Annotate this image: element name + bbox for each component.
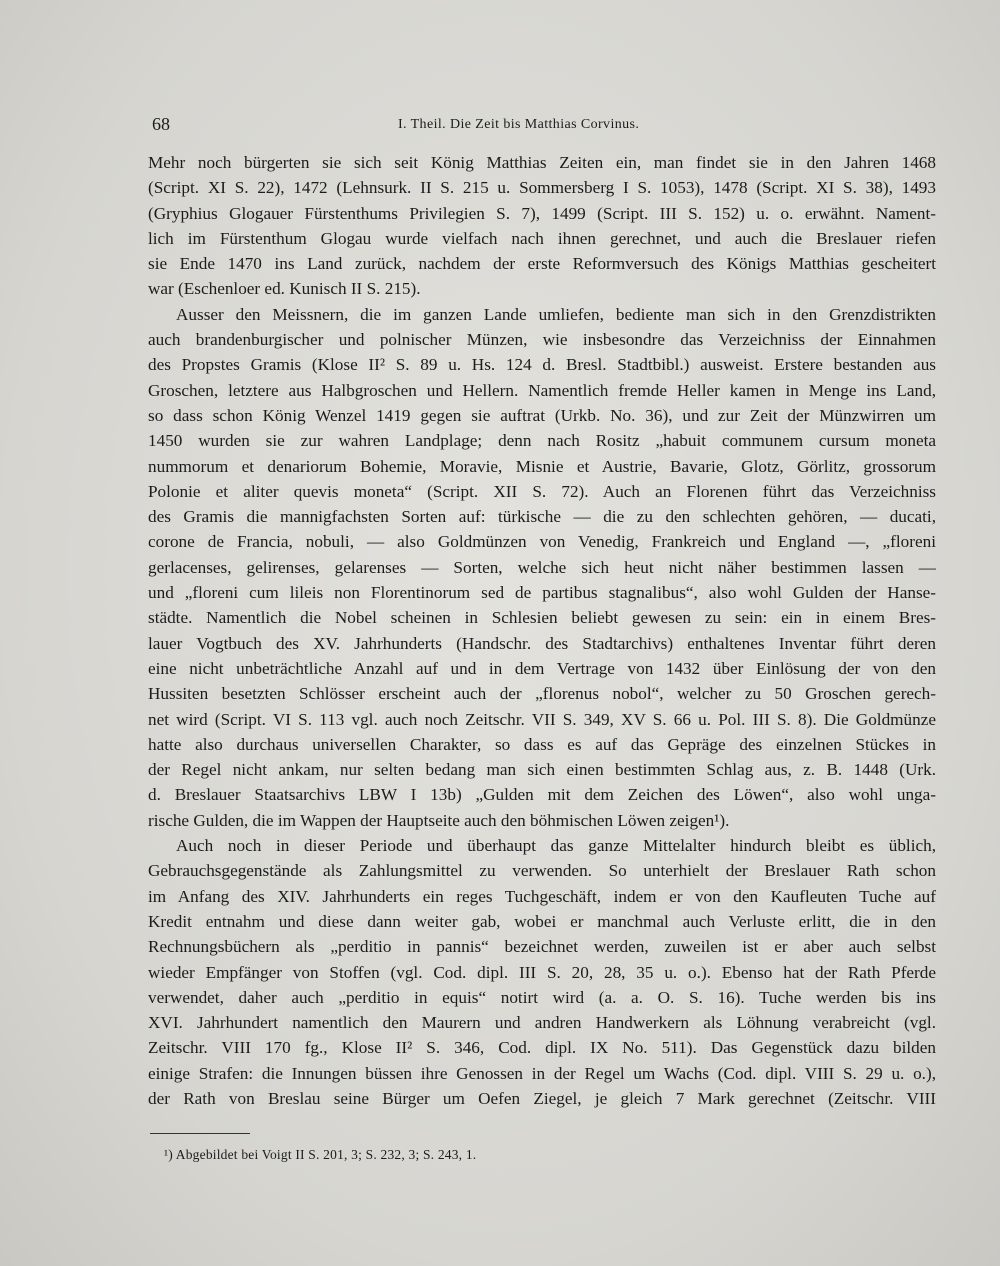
text-line: städte. Namentlich die Nobel scheinen in Schlesien beliebt gewesen zu sein: ein in einem Bres- (148, 608, 936, 628)
text-line: Mehr noch bürgerten sie sich seit König Matthias Zeiten ein, man findet sie in den Jahren 1468 (148, 153, 936, 172)
footnote-divider (150, 1133, 250, 1134)
text-line: gerlacenses, gelirenses, gelarenses — Sorten, welche sich heut nicht näher bestimmen lassen — (148, 557, 936, 577)
text-line: Kredit entnahm und diese dann weiter gab, wobei er manchmal auch Verluste erlitt, die in den (148, 911, 936, 931)
text-line: im Anfang des XIV. Jahrhunderts ein reges Tuchgeschäft, indem er von den Kaufleuten Tuche auf (148, 886, 936, 906)
text-line: d. Breslauer Staatsarchivs LBW I 13b) „Gulden mit dem Zeichen des Löwen“, also wohl unga- (148, 785, 936, 805)
text-line: rische Gulden, die im Wappen der Hauptseite auch den böhmischen Löwen zeigen¹). (148, 810, 730, 830)
text-line: Groschen, letztere aus Halbgroschen und Hellern. Namentlich fremde Heller kamen in Menge ins Land, (148, 380, 936, 400)
text-line: der Rath von Breslau seine Bürger um Oefen Ziegel, je gleich 7 Mark gerechnet (Zeitschr. VIII (148, 1088, 936, 1108)
text-line: corone de Francia, nobuli, — also Goldmünzen von Venedig, Frankreich und England —, „floreni (148, 532, 936, 552)
text-line: eine nicht unbeträchtliche Anzahl auf und in dem Vertrage von 1432 über Einlösung der von den (148, 658, 936, 678)
text-line: auch brandenburgischer und polnischer Münzen, wie insbesondre das Verzeichniss der Einnahmen (148, 330, 936, 350)
text-line: so dass schon König Wenzel 1419 gegen sie auftrat (Urkb. No. 36), und zur Zeit der Münzwirren um (148, 405, 936, 425)
page-number: 68 (152, 114, 170, 134)
body-text (148, 150, 936, 1111)
text-line: sie Ende 1470 ins Land zurück, nachdem der erste Reformversuch des Königs Matthias gescheitert (148, 254, 936, 274)
text-line: einige Strafen: die Innungen büssen ihre Genossen in der Regel um Wachs (Cod. dipl. VIII S. 29 u. o.), (148, 1063, 936, 1083)
page-header (150, 114, 940, 138)
text-line: Ausser den Meissnern, die im ganzen Lande umliefen, bediente man sich in den Grenzdistrikten (176, 304, 936, 324)
text-line: net wird (Script. VI S. 113 vgl. auch noch Zeitschr. VII S. 349, XV S. 66 u. Pol. III S. 8). Die Goldmünze (148, 709, 936, 729)
text-line: und „floreni cum lileis non Florentinorum sed de partibus stagnalibus“, also wohl Gulden der Hanse- (148, 583, 936, 603)
text-line: (Script. XI S. 22), 1472 (Lehnsurk. II S. 215 u. Sommersberg I S. 1053), 1478 (Script. XI S. 38), 1493 (148, 178, 936, 198)
text-line: XVI. Jahrhundert namentlich den Maurern und andren Handwerkern als Löhnung verabreicht (vgl. (148, 1013, 936, 1033)
text-line: (Gryphius Glogauer Fürstenthums Privilegien S. 7), 1499 (Script. III S. 152) u. o. erwähnt. Nament- (148, 203, 936, 223)
running-title: I. Theil. Die Zeit bis Matthias Corvinus. (398, 117, 640, 132)
text-line: der Regel nicht ankam, nur selten bedang man sich einen bestimmten Schlag aus, z. B. 1448 (Urk. (148, 760, 936, 780)
text-line: des Propstes Gramis (Klose II² S. 89 u. Hs. 124 d. Bresl. Stadtbibl.) ausweist. Erstere bestanden aus (148, 355, 936, 375)
text-line: Gebrauchsgegenstände als Zahlungsmittel zu verwenden. So unterhielt der Breslauer Rath schon (148, 861, 936, 881)
text-line: Polonie et aliter quevis moneta“ (Script. XII S. 72). Auch an Florenen führt das Verzeichniss (148, 481, 936, 501)
text-line: Rechnungsbüchern als „perditio in pannis“ bezeichnet werden, zuweilen ist er aber auch selbst (148, 937, 936, 957)
text-line: Hussiten besetzten Schlösser erscheint auch der „florenus nobol“, welcher zu 50 Groschen gerech- (148, 684, 936, 704)
text-line: hatte also durchaus universellen Charakter, so dass es auf das Gepräge des einzelnen Stückes in (148, 734, 936, 754)
text-line: war (Eschenloer ed. Kunisch II S. 215). (148, 279, 421, 299)
text-line: 1450 wurden sie zur wahren Landplage; denn nach Rositz „habuit communem cursum moneta (148, 431, 936, 451)
footnote: ¹) Abgebildet bei Voigt II S. 201, 3; S. 232, 3; S. 243, 1. (164, 1147, 477, 1162)
text-line: lauer Vogtbuch des XV. Jahrhunderts (Handschr. des Stadtarchivs) enthaltenes Inventar führt deren (148, 633, 936, 653)
text-line: Zeitschr. VIII 170 fg., Klose II² S. 346, Cod. dipl. IX No. 511). Das Gegenstück dazu bilden (148, 1038, 936, 1058)
text-line: Auch noch in dieser Periode und überhaupt das ganze Mittelalter hindurch bleibt es üblich, (176, 836, 936, 856)
text-line: lich im Fürstenthum Glogau wurde vielfach nach ihnen gerechnet, und auch die Breslauer riefen (148, 228, 936, 248)
text-line: des Gramis die mannigfachsten Sorten auf: türkische — die zu den schlechten gehören, — ducati, (148, 507, 936, 527)
text-line: nummorum et denariorum Bohemie, Moravie, Misnie et Austrie, Bavarie, Glotz, Görlitz, grossorum (148, 456, 936, 476)
text-line: wieder Empfänger von Stoffen (vgl. Cod. dipl. III S. 20, 28, 35 u. o.). Ebenso hat der Rath Pferde (148, 962, 936, 982)
text-line: verwendet, daher auch „perditio in equis“ notirt wird (a. a. O. S. 16). Tuche werden bis ins (148, 987, 936, 1007)
